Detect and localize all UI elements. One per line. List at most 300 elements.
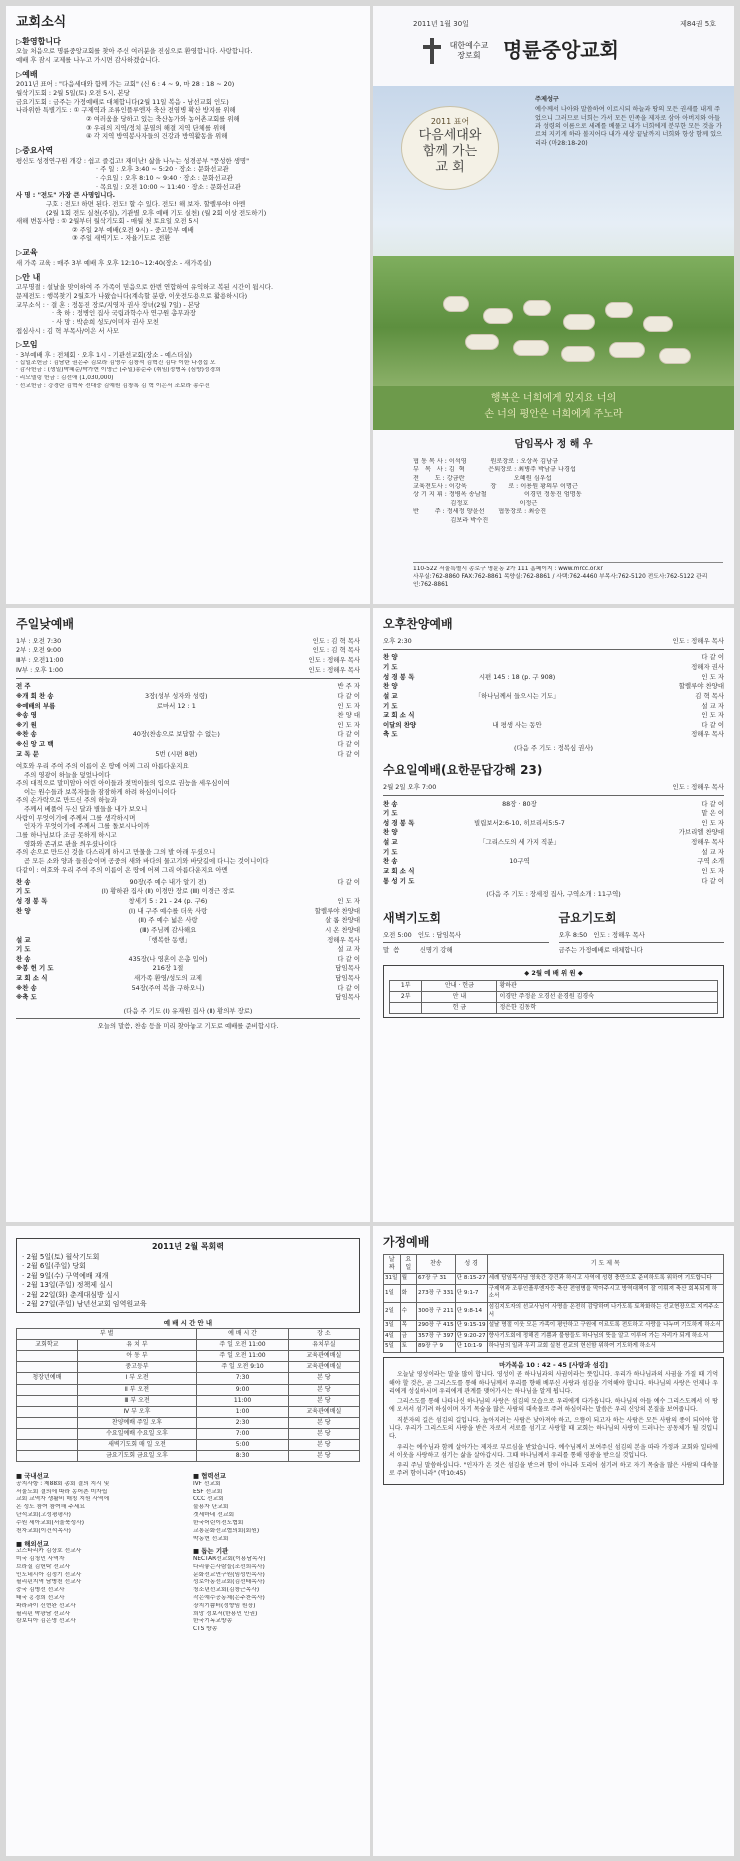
- family-row: [384, 1284, 724, 1302]
- committee-names: 이경만 주정윤 오경선 윤경원 김경숙: [497, 991, 718, 1002]
- order-person: 맡 은 이: [701, 809, 724, 818]
- schedule-cell: 새벽기도회 매 일 오전: [77, 1440, 196, 1451]
- order-person: 담임목사: [335, 993, 360, 1002]
- schedule-cell: 교회학교: [17, 1340, 78, 1351]
- order-content: 435장(나 영혼이 은총 입어): [128, 954, 208, 963]
- sheep-icon: [609, 342, 645, 358]
- order-item: 설 교: [16, 935, 31, 944]
- sunday-worship-page: [6, 608, 370, 1222]
- mission-item: 성로아동선교회(김선태목사): [193, 1579, 265, 1586]
- family-cell: 세례 담임목사님 영육간 강건과 하시고 사역에 성령 충만으로 준비하도록 위하여 기도합니다: [487, 1274, 723, 1285]
- time-cell: Ⅲ부 : 오전11:00: [16, 655, 64, 664]
- notice-line: · 사 망 : 박순희 성도/이미자 권사 모친: [52, 317, 159, 326]
- order-item: 교 회 소 식: [383, 711, 415, 720]
- order-content: 88장 · 80장: [502, 799, 537, 808]
- missions-columns: [16, 1472, 360, 1634]
- theme-verse-box: [535, 96, 723, 148]
- welcome-line: 예배 후 잠시 교제를 나누고 가시면 감사하겠습니다.: [16, 55, 160, 64]
- offering-line: · 감사헌금 : (생일)박혜순/박가현 이영근 (주일)송순주 (취임)정병옥 (심방)정경희: [16, 367, 221, 374]
- calendar-item: · 2월 5일(토) 월삭기도회: [22, 1252, 100, 1261]
- education-heading: ▷교육: [16, 248, 38, 258]
- order-person: 정해우 목사: [327, 935, 360, 944]
- order-content: 「행복한 동행」: [145, 935, 191, 944]
- worship-line: 금요기도회 : 금주는 가정예배로 대체합니다(2월 11일 복음 - 남선교회 인도): [16, 97, 229, 106]
- offering-line: · 십일조헌금 : 김남란 권은주 김보라 김영수 김창석 김혁진 김다 이한 나경섭 오: [16, 359, 216, 366]
- wednesday-order: [383, 799, 724, 886]
- order-content: 창세기 5 : 21 - 24 (p. 구6): [128, 896, 208, 905]
- mission-item: 교회 교역자 생활비 매칭 지원 사역에: [16, 1496, 110, 1503]
- notice-line: 고무명절 : 설날을 맞이하여 주 가족이 믿음으로 한번 연합하여 유익하고 복된 시간이 됩시다.: [16, 283, 273, 292]
- worship-line: ② 여러움을 당하고 있는 축산농가와 농어촌교회를 위해: [86, 114, 240, 123]
- family-cell: 단 9:15-19: [455, 1321, 487, 1332]
- time-cell: 1부 : 오전 7:30: [16, 636, 62, 645]
- family-cell: 5일: [384, 1342, 401, 1353]
- order-content: 로마서 12 : 1: [156, 701, 196, 710]
- leader-cell: 인도 : 정해우 목사: [308, 655, 360, 664]
- order-row: [16, 916, 360, 926]
- family-cell: 단 8:15-27: [455, 1274, 487, 1285]
- committee-table: [389, 980, 718, 1014]
- afternoon-next: (다음 주 기도 : 정복심 권사): [513, 743, 594, 752]
- notice-line: · 축 하 : 정병인 집사 국립과학수사 연구원 총무과장: [52, 309, 196, 318]
- order-item: 전 주: [16, 682, 31, 691]
- schedule-cell: 교육관예배실: [288, 1362, 359, 1373]
- order-row: [16, 887, 360, 897]
- confession-line: 주의 손가락으로 만드신 주의 하늘과: [16, 796, 117, 805]
- committee-row: [390, 991, 718, 1002]
- order-item: 성 경 봉 독: [16, 896, 48, 905]
- order-row: [383, 799, 724, 809]
- order-row: [16, 877, 360, 887]
- order-item: ※기 원: [16, 720, 37, 729]
- order-item: 성 경 봉 독: [383, 818, 415, 827]
- schedule-cell: 11:00: [197, 1395, 289, 1406]
- time-row: [16, 655, 360, 665]
- order-content: 빌립보서2:6-10, 히브리서5:5-7: [474, 818, 565, 827]
- family-cell: 273장 구 331: [417, 1284, 456, 1302]
- ministry-heading: ▷중요사역: [16, 145, 54, 155]
- motto-year: 2011 표어: [430, 117, 470, 126]
- sheep-icon: [465, 334, 499, 350]
- family-cell: 단 10:1-9: [455, 1342, 487, 1353]
- mission-item: 수원 세아교회(서울북성사): [16, 1519, 84, 1526]
- order-content: 「그리스도의 세 가지 직분」: [479, 838, 560, 847]
- schedule-cell: 유 치 부: [77, 1340, 196, 1351]
- order-item: 찬 양: [16, 906, 31, 915]
- order-row: [383, 818, 724, 828]
- family-cell: 3일: [384, 1321, 401, 1332]
- order-item: 기 도: [383, 662, 398, 671]
- order-row: [16, 896, 360, 906]
- sunday-times: [16, 636, 360, 675]
- meditation-paragraph: 그리스도를 통해 나타나신 하나님의 사랑은 섬김의 모습으로 우리에게 다가옵니다. 하나님의 아들 예수 그리스도께서 이 땅에 오셔서 섬기려 하심이며 자기 목숨을 많은 사람의 대속물로 주려 하심이라는 말씀은 우리 신앙의 본질을 보여줍니다.: [389, 1398, 718, 1414]
- meeting-line: · 3부예배 후 : 전체회 · 오후 1시 - 기관선교회(장소 - 예스더실): [16, 350, 192, 359]
- notice-line: 문제전도 : 행복찾기 2월호가 나왔습니다(계속할 분량, 이웃전도용으로 활용하시다): [16, 291, 248, 300]
- sheep-icon: [563, 314, 595, 330]
- friday-title: 금요기도회: [558, 911, 617, 926]
- order-row: [383, 701, 724, 711]
- order-person: 다 같 이: [701, 799, 724, 808]
- order-content: [417, 809, 622, 819]
- confession-line: 인자가 무엇이기에 주께서 그를 돌보시나이까: [24, 822, 150, 831]
- order-person: 설 교 자: [701, 847, 724, 856]
- schedule-cell: 찬양예배 주일 오후: [77, 1417, 196, 1428]
- mission-item: CTS 방송: [193, 1626, 218, 1633]
- order-person: 담임목사: [335, 974, 360, 983]
- mission-item: 서울노회 결의에 따라 농어촌 미자립: [16, 1488, 108, 1495]
- mission-item: 천자교회(이건석목사): [16, 1527, 71, 1534]
- order-item: 교 회 소 식: [383, 867, 415, 876]
- pastoral-calendar-page: [6, 1226, 370, 1856]
- order-item: 이달의 찬양: [383, 720, 417, 729]
- support-org-heading: ■ 돕는 기관: [193, 1547, 229, 1556]
- confession-line: 여호와 우리 주여 주의 이름이 온 땅에 어찌 그리 아름다운지요: [16, 761, 189, 770]
- confession-line: 주의 영광이 하늘을 덮었나이다: [24, 770, 111, 779]
- order-row: [16, 701, 360, 711]
- order-item: [16, 925, 54, 935]
- order-row: [16, 720, 360, 730]
- domestic-mission-heading: ■ 국내선교: [16, 1472, 49, 1481]
- schedule-row: [17, 1395, 360, 1406]
- schedule-cell: 수요일예배 수요일 오후: [77, 1428, 196, 1439]
- order-content: 3장(성부 성자와 성령): [145, 691, 208, 700]
- order-row: [16, 983, 360, 993]
- order-content: 54장(주여 복을 구하오니): [131, 983, 205, 992]
- phone-line: 사무실:762-8860 FAX:762-8861 목양실:762-8861 / 사택:762-4460 부목사:762-5120 전도사:762-5122 관리인:762-8861: [413, 573, 708, 588]
- order-content: (Ⅲ) 주님께 감사해요: [139, 925, 197, 934]
- sheep-icon: [513, 340, 549, 356]
- ministry-line: 평신도 성경연구원 개강 : 쉽고 즐겁고! 재미난! 삶을 나누는 성경공부 "풍성한 생명": [16, 156, 250, 165]
- partner-mission-heading: ■ 협력선교: [193, 1472, 226, 1481]
- schedule-cell: 본 당: [288, 1440, 359, 1451]
- family-cell: 4일: [384, 1331, 401, 1342]
- church-address: [413, 562, 723, 589]
- committee-names: 정은한 김동학: [497, 1002, 718, 1013]
- mission-item: 한국어린이전도협회: [193, 1519, 244, 1526]
- schedule-title: 예 배 시 간 안 내: [163, 1319, 213, 1328]
- family-header: [384, 1255, 724, 1274]
- order-row: [16, 749, 360, 759]
- schedule-cell: 7:30: [197, 1373, 289, 1384]
- schedule-cell: 주 일 오전 9:10: [197, 1362, 289, 1373]
- sunday-order: [16, 682, 360, 759]
- schedule-cell: 아 동 부: [77, 1351, 196, 1362]
- order-item: 기 도: [383, 701, 398, 710]
- order-content: (Ⅱ) 주 예수 넓은 사랑: [138, 916, 198, 925]
- schedule-cell: 5:00: [197, 1440, 289, 1451]
- ministry-line: · 수요일 : 오후 8:10 ~ 9:40 · 장소 : 문화선교관: [96, 173, 233, 182]
- family-cell: 300장 구 211: [417, 1303, 456, 1321]
- ministry-line: · 주 일 : 오후 3:40 ~ 5:20 · 장소 : 문화선교관: [96, 165, 229, 174]
- sheep-icon: [659, 348, 691, 364]
- order-row: [383, 672, 724, 682]
- calendar-box: [16, 1238, 360, 1313]
- order-item: 찬 양: [383, 653, 398, 662]
- order-person: 다 같 이: [337, 749, 360, 758]
- sheep-icon: [443, 296, 469, 312]
- order-row: [16, 974, 360, 984]
- order-person: 살 롬 찬양대: [325, 916, 360, 925]
- leader-cell: 인도 : 정해우 목사: [308, 665, 360, 674]
- order-item: ※봉 헌 기 도: [16, 964, 54, 973]
- schedule-cell: [17, 1417, 78, 1428]
- committee-part: 1부: [390, 980, 422, 991]
- family-cell: 2일: [384, 1303, 401, 1321]
- ministry-line: 구호 : 전도! 하면 된다. 전도! 할 수 있다. 전도! 해 보자. 할렐루야! 아멘: [46, 199, 246, 208]
- mission-item: 필리핀지역 남병천 선교사: [16, 1579, 82, 1586]
- schedule-cell: 본 당: [288, 1451, 359, 1462]
- family-schedule-table: [383, 1254, 724, 1353]
- cross-icon: [421, 38, 443, 64]
- schedule-cell: 1:00: [197, 1406, 289, 1417]
- order-content: [417, 682, 617, 692]
- calendar-item: · 2월 9일(수) 구역예배 재개: [22, 1271, 109, 1280]
- header-cell: 장 소: [288, 1329, 359, 1340]
- schedule-cell: Ⅰ 부 오전: [77, 1373, 196, 1384]
- wednesday-time: 2월 2일 오후 7:00: [383, 782, 437, 791]
- order-person: 설 교 자: [337, 945, 360, 954]
- afternoon-worship-page: [373, 608, 734, 1222]
- order-person: 할렐루야 찬양대: [314, 906, 360, 915]
- friday-prayer: [559, 910, 725, 954]
- calendar-item: · 2월 6일(주일) 당회: [22, 1262, 86, 1271]
- mission-item: 희망 정보서(한용민 인권): [193, 1610, 258, 1617]
- friday-leader: 인도 : 정해우 목사: [593, 930, 645, 939]
- order-person: 할렐루야 찬양대: [678, 682, 724, 691]
- order-row: [16, 711, 360, 721]
- divider: [383, 942, 549, 943]
- ministry-line: (2월 1회 전도 실천(주일), 기관별 오후 예배 기도 실천) (월 2회 이상 전도하기): [46, 208, 267, 217]
- schedule-cell: 본 당: [288, 1373, 359, 1384]
- order-content: [417, 653, 617, 663]
- order-content: [55, 711, 297, 721]
- offering-line: · 선교헌금 : 강경란 김혁욱 전대중 김예원 김창록 김 혁 이은서 조보라 송수진: [16, 383, 210, 390]
- calendar-item: · 2월 22일(화) 춘계대심방 실시: [22, 1290, 120, 1299]
- order-person: 다 같 이: [701, 720, 724, 729]
- divider: [16, 678, 360, 679]
- order-row: [383, 828, 724, 838]
- schedule-cell: [17, 1428, 78, 1439]
- ministry-line: ③ 주일 새벽기도 - 자율기도로 전환: [72, 234, 171, 243]
- worship-line: 나라위한 특별기도 : ① 구제역과 조류인플루엔자 축산 전염병 확산 방지를 위해: [16, 106, 236, 115]
- schedule-row: [17, 1417, 360, 1428]
- header-cell: 성 경: [455, 1255, 487, 1274]
- order-item: 성 경 봉 독: [383, 672, 415, 681]
- schedule-row: [17, 1373, 360, 1384]
- committee-part: [390, 1002, 422, 1013]
- family-row: [384, 1342, 724, 1353]
- order-content: [417, 828, 622, 838]
- divider: [383, 649, 724, 650]
- order-row: [16, 730, 360, 740]
- mission-item: 미국 김청민 사역자: [16, 1555, 65, 1562]
- order-item: 기 도: [16, 887, 31, 896]
- confession-line: 영화와 존귀로 관을 씌우셨나이다: [24, 839, 117, 848]
- order-row: [16, 935, 360, 945]
- order-content: [417, 847, 622, 857]
- family-row: [384, 1321, 724, 1332]
- family-cell: 89장 구 9: [417, 1342, 456, 1353]
- order-item: 기 도: [16, 945, 31, 954]
- committee-names: 황하관: [497, 980, 718, 991]
- order-content: [417, 730, 617, 740]
- order-content: 시편 145 : 18 (p. 구 908): [478, 672, 556, 681]
- time-row: [16, 636, 360, 646]
- header-cell: 예 배 시 간: [197, 1329, 289, 1340]
- wednesday-leader: 인도 : 정해우 목사: [672, 782, 724, 791]
- schedule-cell: 금요기도회 금요일 오후: [77, 1451, 196, 1462]
- mission-item: 태국 홍경희 선교사: [16, 1595, 65, 1602]
- theme-verse-text: 예수께서 나아와 말씀하여 이르시되 하늘과 땅의 모든 권세를 내게 주었으니 그러므로 너희는 가서 모든 민족을 제자로 삼아 아버지와 아들과 성령의 이름으로 세례를 베풀고 내가 너희에게 분부한 모든 것을 가르쳐 지키게 하라 볼지어다 내가 세상 끝날까지 너희와 항상 함께 있으리라 (마28:18-20): [535, 106, 723, 147]
- education-line: 새 가족 교육 : 매주 3부 예배 후 오후 12:10~12:40(장소 - 새가족실): [16, 258, 212, 267]
- committee-role: 헌 금: [422, 1002, 497, 1013]
- order-person: 구역 소개: [697, 857, 724, 866]
- family-cell: 향사기도회에 정해진 기쁨과 불쌍들도 하나님의 뜻을 알고 이루어 가는 자리가 되게 하소서: [487, 1331, 723, 1342]
- committee-title: ◆ 2월 예 배 위 원 ◆: [524, 968, 583, 977]
- order-person: 정해자 권사: [691, 662, 724, 671]
- bulletin-date: 2011년 1월 30일: [413, 20, 469, 28]
- calendar-title: 2011년 2월 목회력: [151, 1242, 225, 1251]
- order-item: 찬 송: [383, 799, 398, 808]
- welcome-line: 오늘 처음으로 명륜중앙교회를 찾아 주신 여러분을 진심으로 환영합니다. 사랑합니다.: [16, 47, 253, 56]
- confession-line: 이는 원수들과 보복자들을 잠잠하게 하려 하심이니이다: [24, 787, 177, 796]
- order-row: [16, 740, 360, 750]
- order-item: 기 도: [383, 847, 398, 856]
- schedule-cell: 8:30: [197, 1451, 289, 1462]
- order-content: [417, 711, 617, 721]
- meditation-paragraph: 오늘날 영성이라는 말을 많이 합니다. 영성이 곧 하나님과의 사귐이라는 뜻입니다. 우리가 하나님과의 사귐을 가질 때 기억해야 할 것은, 곧 그리스도를 통해 하나님께서 우리를 향해 베푸신 사랑과 섬김을 기억해야 합니다. 하나님의 사랑은 언제나 우리에게 성실하시며 우리에게 관계를 맺어가시는 하나님을 알게 됩니다.: [389, 1371, 718, 1395]
- order-person: 정해우 목사: [691, 730, 724, 739]
- order-item: 설 교: [383, 838, 398, 847]
- schedule-cell: 본 당: [288, 1428, 359, 1439]
- sunday-order-continued: [16, 877, 360, 1002]
- confession-line: 그를 하나님보다 조금 못하게 하시고: [16, 831, 117, 839]
- staff-row: 부 목 사 : 김 혁 은퇴장로 : 최병주 박남규 나경섭: [413, 466, 576, 474]
- preparation-note: 오늘의 말씀, 찬송 등을 미리 찾아놓고 기도로 예배를 준비합시다.: [97, 1022, 279, 1031]
- family-cell: 설날 명절 이웃 모든 가족이 평안하고 구원에 이르도록 전도하고 사랑을 나누며 기도하게 하소서: [487, 1321, 723, 1332]
- order-person: 인 도 자: [701, 672, 724, 681]
- theme-verse-heading: 주제성구: [535, 96, 559, 103]
- mission-item: 단석교회(고성평평사): [16, 1512, 71, 1519]
- sheep-icon: [483, 308, 513, 324]
- family-cell: 290장 구 415: [417, 1321, 456, 1332]
- order-content: [55, 740, 297, 750]
- order-content: 내 평생 사는 동안: [492, 720, 542, 729]
- worship-heading: ▷예배: [16, 69, 38, 79]
- schedule-cell: 중고등부: [77, 1362, 196, 1373]
- schedule-cell: 교육관예배실: [288, 1406, 359, 1417]
- family-cell: 67장 구 31: [417, 1274, 456, 1285]
- staff-row: 반 주 : 정세정 양윤선 협동장로 : 최승진: [413, 508, 547, 516]
- order-row: [383, 857, 724, 867]
- order-person: 찬 양 대: [337, 711, 360, 720]
- order-person: 인 도 자: [701, 818, 724, 827]
- missions-right: [193, 1472, 360, 1634]
- schedule-cell: [17, 1451, 78, 1462]
- senior-pastor: 담임목사 정 해 우: [514, 439, 593, 450]
- dawn-title: 새벽기도회: [383, 911, 441, 926]
- committee-role: 안 내: [422, 991, 497, 1002]
- mission-item: 캄보디아 김은영 선교사: [16, 1618, 76, 1625]
- schedule-row: [17, 1340, 360, 1351]
- schedule-cell: 청장년예배: [17, 1373, 78, 1384]
- order-row: [383, 682, 724, 692]
- family-cell: 357장 구 397: [417, 1331, 456, 1342]
- order-row: [16, 993, 360, 1003]
- order-person: 김 혁 목사: [695, 691, 724, 700]
- meditation-heading: 마가복음 10 : 42 - 45 [사랑과 섬김]: [499, 1360, 608, 1369]
- family-row: [384, 1331, 724, 1342]
- mission-item: 공지사항 : 제88회 총회 결의 지시 및: [16, 1480, 110, 1487]
- motto-badge: [401, 106, 499, 190]
- order-row: [383, 662, 724, 672]
- mission-item: IVF 선교회: [193, 1480, 221, 1487]
- divider: [383, 795, 724, 796]
- schedule-row: [17, 1351, 360, 1362]
- order-item: [16, 916, 54, 926]
- family-cell: 화: [400, 1284, 416, 1302]
- order-person: 인 도 자: [337, 720, 360, 729]
- worship-line: 2011년 표어 : "다음세대와 함께 가는 교회" (신 6 : 4 ~ 9, 마 28 : 18 ~ 20): [16, 80, 235, 89]
- motto-line: 다음세대와: [418, 127, 482, 143]
- order-item: ※예배의 부름: [16, 701, 56, 710]
- news-title: 교회소식: [16, 15, 67, 30]
- family-title: 가정예배: [383, 1235, 430, 1249]
- mission-item: CCC 선교회: [193, 1496, 224, 1503]
- order-row: [16, 682, 360, 692]
- schedule-cell: 본 당: [288, 1384, 359, 1395]
- confession-line: 주께서 베풀어 두신 달과 별들을 내가 보오니: [24, 805, 148, 814]
- mission-item: 불용자 단교회: [193, 1504, 229, 1511]
- order-person: 다 같 이: [337, 877, 360, 886]
- committee-part: 2부: [390, 991, 422, 1002]
- dawn-detail: 말 씀 신명기 강해: [383, 946, 453, 955]
- mission-item: 인도네시아 김정기 선교사: [16, 1571, 82, 1578]
- wednesday-next: (다음 주 기도 : 장세정 집사, 구역소개 : 11구역): [486, 889, 621, 898]
- order-item: ※신 앙 고 백: [16, 740, 54, 749]
- family-cell: 금: [400, 1331, 416, 1342]
- schedule-row: [17, 1451, 360, 1462]
- friday-time: 오후 8:50: [558, 930, 588, 939]
- family-cell: 단 9:1-7: [455, 1284, 487, 1302]
- missions-left: [16, 1472, 183, 1634]
- order-person: 담임목사: [335, 964, 360, 973]
- meditation-box: [383, 1357, 724, 1485]
- notice-heading: ▷안 내: [16, 272, 41, 282]
- meditation-text: [389, 1371, 718, 1478]
- order-content: [55, 720, 297, 730]
- staff-row: 김보라 박수진: [413, 516, 489, 524]
- family-cell: 단 9:20-27: [455, 1331, 487, 1342]
- header-cell: 날짜: [384, 1255, 401, 1274]
- mission-item: NECTAR선교회(이용남목사): [193, 1555, 266, 1562]
- family-cell: 수: [400, 1303, 416, 1321]
- mission-item: 중국 김병선 선교사: [16, 1587, 65, 1594]
- schedule-cell: 유치부실: [288, 1340, 359, 1351]
- family-worship-page: [373, 1226, 734, 1856]
- friday-detail: 금주는 가정예배로 대체합니다: [558, 946, 643, 955]
- family-cell: 1일: [384, 1284, 401, 1302]
- afternoon-title: 오후찬양예배: [383, 617, 453, 631]
- confession-line: 사람이 무엇이기에 주께서 그를 생각하시며: [16, 813, 136, 822]
- order-person: 인 도 자: [701, 867, 724, 876]
- meditation-paragraph: 직분자의 길은 섬김의 길입니다. 높아지려는 사람은 낮아져야 하고, 으뜸이 되고자 하는 사람은 모든 사람의 종이 되어야 합니다. 우리가 그리스도의 사랑을 받은 자로서 서로를 섬기고 사랑할 때 교회는 하나님의 사랑이 드러나는 공동체가 될 것입니다.: [389, 1416, 718, 1441]
- order-person: 다 같 이: [337, 730, 360, 739]
- staff-row: 전 도 : 강금란 오혜원 심우섭: [413, 474, 552, 482]
- motto-line: 함께 가는: [422, 144, 478, 160]
- order-content: 새가족 환영/성도의 교제: [133, 974, 202, 983]
- bulletin-cover: [373, 6, 734, 604]
